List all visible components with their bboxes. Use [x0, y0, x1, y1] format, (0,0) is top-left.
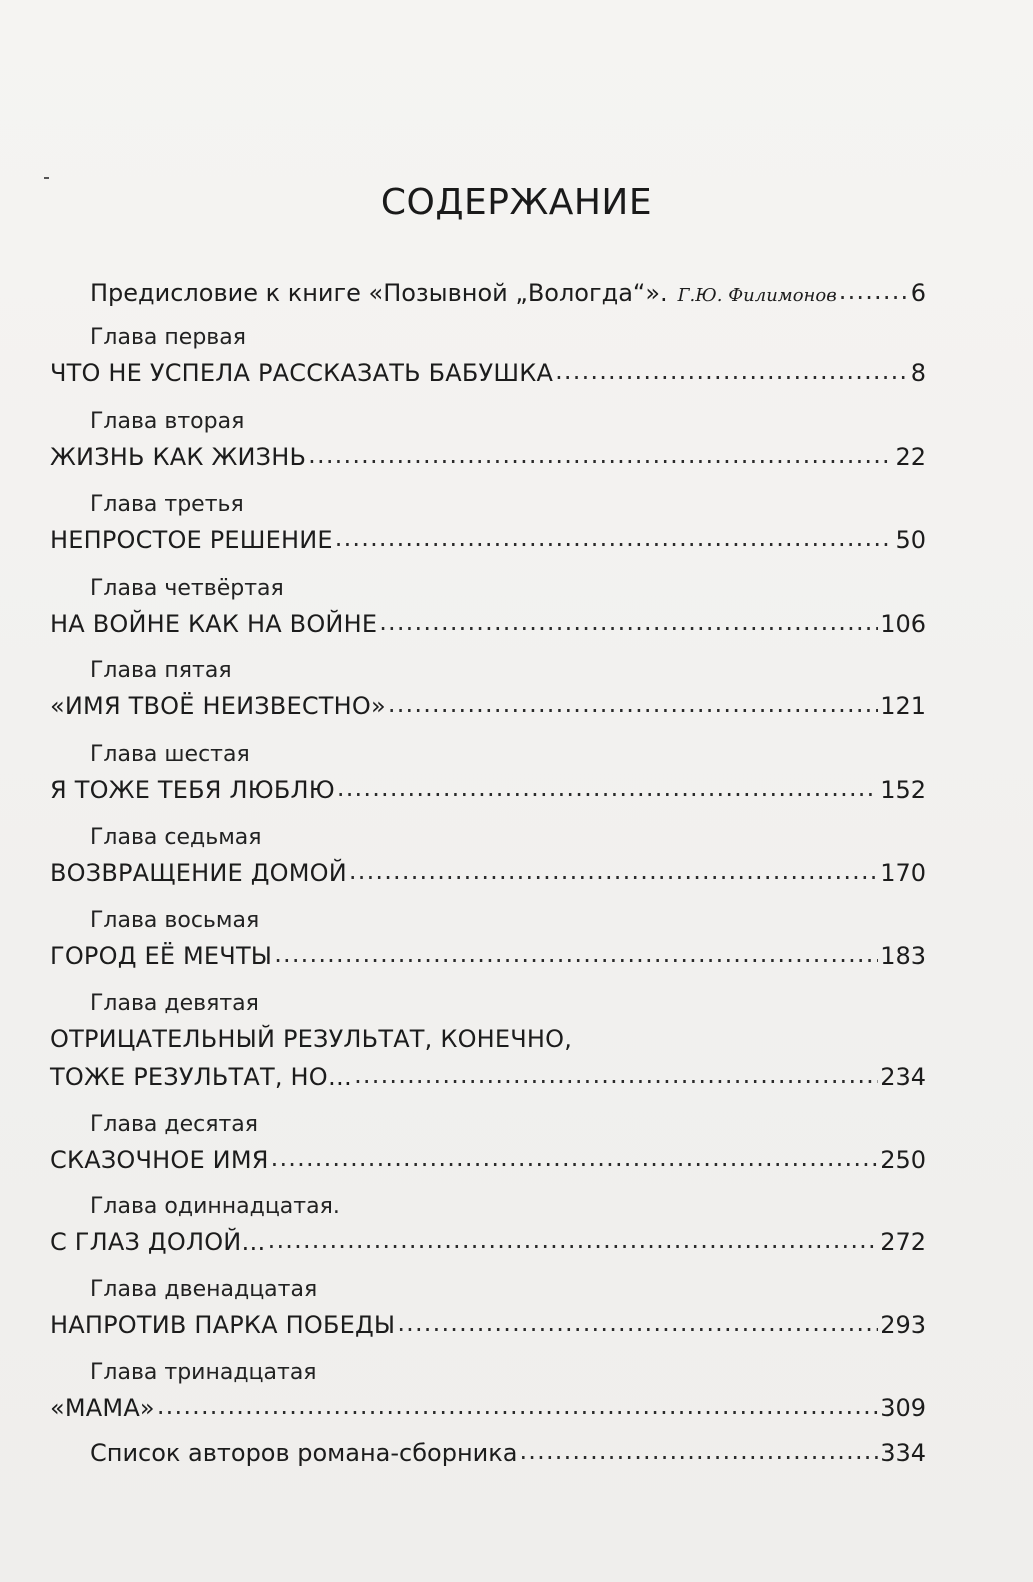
- toc-entry: [50, 1393, 926, 1423]
- page-number: 106: [880, 610, 926, 638]
- page-number: 334: [880, 1439, 926, 1467]
- leader-dots: [308, 440, 893, 470]
- toc-entry-authors: [90, 1438, 926, 1468]
- leader-dots: [354, 1060, 878, 1090]
- chapter-label: Глава вторая: [90, 409, 245, 434]
- leader-dots: [388, 689, 878, 719]
- chapter-title: НА ВОЙНЕ КАК НА ВОЙНЕ: [50, 610, 378, 638]
- chapter-label: Глава пятая: [90, 658, 232, 683]
- toc-entry: [50, 858, 926, 888]
- chapter-title: «МАМА»: [50, 1394, 155, 1422]
- leader-dots: [397, 1308, 878, 1338]
- authors-list-text: Список авторов романа-сборника: [90, 1439, 518, 1467]
- toc-entry: [50, 691, 926, 721]
- page-number: 309: [880, 1394, 926, 1422]
- chapter-label: Глава четвёртая: [90, 576, 284, 601]
- chapter-title: ВОЗВРАЩЕНИЕ ДОМОЙ: [50, 859, 347, 887]
- leader-dots: [379, 607, 878, 637]
- chapter-label: Глава десятая: [90, 1112, 259, 1137]
- toc-entry: [50, 442, 926, 472]
- page-number: 293: [880, 1311, 926, 1339]
- leader-dots: [337, 773, 878, 803]
- print-speck: [44, 177, 49, 179]
- toc-entry: [50, 525, 926, 555]
- toc-entry: [50, 1145, 926, 1175]
- page-number: 272: [880, 1228, 926, 1256]
- page-number: 22: [895, 443, 926, 471]
- chapter-title: ЖИЗНЬ КАК ЖИЗНЬ: [50, 443, 307, 471]
- preface-text: Предисловие к книге «Позывной „Вологда“».: [90, 279, 668, 307]
- leader-dots: [555, 356, 909, 386]
- toc-entry: [50, 1227, 926, 1257]
- chapter-title-line1: ОТРИЦАТЕЛЬНЫЙ РЕЗУЛЬТАТ, КОНЕЧНО,: [50, 1025, 573, 1053]
- page-number: 50: [895, 526, 926, 554]
- chapter-label: Глава первая: [90, 325, 246, 350]
- chapter-title: НАПРОТИВ ПАРКА ПОБЕДЫ: [50, 1311, 396, 1339]
- toc-entry: [50, 941, 926, 971]
- page-number: 170: [880, 859, 926, 887]
- chapter-label: Глава седьмая: [90, 825, 262, 850]
- chapter-title: «ИМЯ ТВОЁ НЕИЗВЕСТНО»: [50, 692, 386, 720]
- page-title: СОДЕРЖАНИЕ: [380, 182, 653, 223]
- chapter-label: Глава двенадцатая: [90, 1277, 318, 1302]
- page-number: 152: [880, 776, 926, 804]
- toc-entry: [50, 358, 926, 388]
- chapter-label: Глава третья: [90, 492, 244, 517]
- chapter-label: Глава восьмая: [90, 908, 260, 933]
- toc-entry: [50, 1310, 926, 1340]
- chapter-title: ГОРОД ЕЁ МЕЧТЫ: [50, 942, 273, 970]
- toc-entry-title-line1: [50, 1024, 926, 1054]
- leader-dots: [271, 1143, 879, 1173]
- page-number: 8: [910, 359, 926, 387]
- chapter-label: Глава шестая: [90, 742, 250, 767]
- chapter-title: НЕПРОСТОЕ РЕШЕНИЕ: [50, 526, 333, 554]
- page-number: 250: [880, 1146, 926, 1174]
- chapter-title: ТОЖЕ РЕЗУЛЬТАТ, НО…: [50, 1063, 353, 1091]
- page-number: 234: [880, 1063, 926, 1091]
- chapter-title: ЧТО НЕ УСПЕЛА РАССКАЗАТЬ БАБУШКА: [50, 359, 554, 387]
- toc-entry: [50, 775, 926, 805]
- chapter-title: С ГЛАЗ ДОЛОЙ…: [50, 1228, 266, 1256]
- page-number: 6: [910, 279, 926, 307]
- leader-dots: [349, 856, 878, 886]
- leader-dots: [274, 939, 878, 969]
- leader-dots: [268, 1225, 879, 1255]
- toc-entry-preface: [90, 278, 926, 308]
- toc-entry: [50, 609, 926, 639]
- chapter-label: Глава одиннадцатая.: [90, 1194, 340, 1219]
- leader-dots: [335, 523, 894, 553]
- leader-dots: [519, 1436, 878, 1466]
- leader-dots: [839, 276, 909, 306]
- chapter-label: Глава девятая: [90, 991, 259, 1016]
- toc-entry: [50, 1062, 926, 1092]
- preface-author: Г.Ю. Филимонов: [677, 285, 837, 306]
- chapter-title: СКАЗОЧНОЕ ИМЯ: [50, 1146, 269, 1174]
- chapter-title: Я ТОЖЕ ТЕБЯ ЛЮБЛЮ: [50, 776, 335, 804]
- page-number: 183: [880, 942, 926, 970]
- chapter-label: Глава тринадцатая: [90, 1360, 317, 1385]
- leader-dots: [157, 1391, 878, 1421]
- page-number: 121: [880, 692, 926, 720]
